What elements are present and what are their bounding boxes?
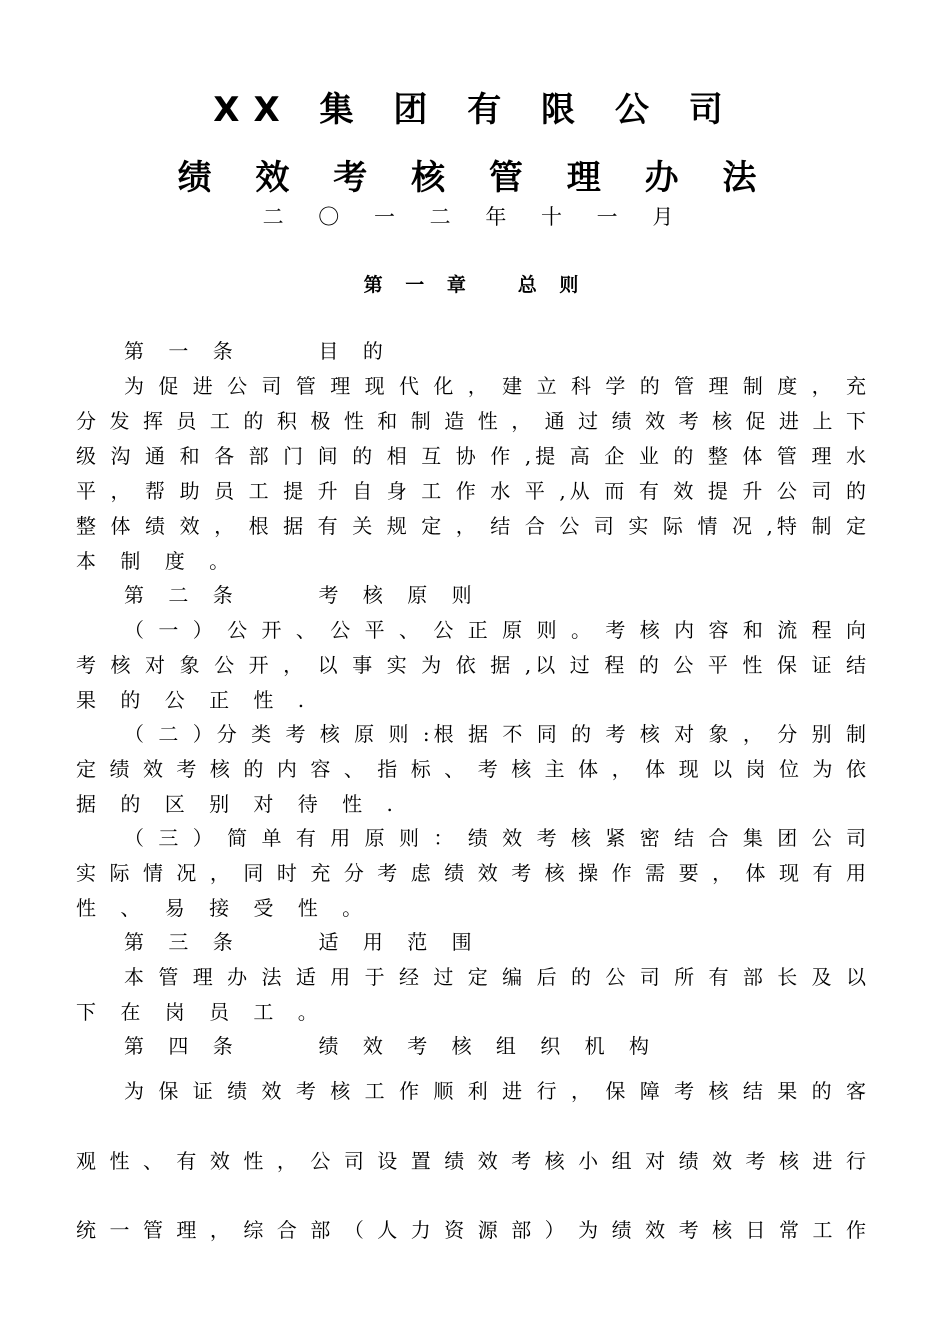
body-line: 果 的 公 正 性 . — [76, 688, 314, 712]
body-line: 为 促 进 公 司 管 理 现 代 化 ， 建 立 科 学 的 管 理 制 度 ， 充 — [124, 374, 866, 398]
article-1-heading: 第 一 条 目 的 — [124, 339, 392, 363]
document-title: 绩 效 考 核 管 理 办 法 — [177, 158, 773, 198]
body-line: 本 管 理 办 法 适 用 于 经 过 定 编 后 的 公 司 所 有 部 长 及 以 — [124, 965, 866, 989]
article-4-heading: 第 四 条 绩 效 考 核 组 织 机 构 — [124, 1034, 659, 1058]
body-line: 性 、 易 接 受 性 。 — [76, 896, 372, 920]
company-title: XX 集 团 有 限 公 司 — [213, 90, 737, 130]
body-line: 考 核 对 象 公 开 ， 以 事 实 为 依 据 ,以 过 程 的 公 平 性 保 证 结 — [76, 653, 866, 677]
body-line: 下 在 岗 员 工 。 — [76, 1000, 327, 1024]
body-line: （ 一 ） 公 开 、 公 平 、 公 正 原 则 。 考 核 内 容 和 流 程 向 — [124, 618, 866, 642]
body-line: 为 保 证 绩 效 考 核 工 作 顺 利 进 行 ， 保 障 考 核 结 果 的 客 — [124, 1079, 866, 1103]
body-line: 定 绩 效 考 核 的 内 容 、 指 标 、 考 核 主 体 ， 体 现 以 岗 位 为 依 — [76, 757, 866, 781]
article-2-heading: 第 二 条 考 核 原 则 — [124, 583, 481, 607]
document-date: 二 〇 一 二 年 十 一 月 — [262, 205, 688, 229]
body-line: （ 三 ） 简 单 有 用 原 则 ： 绩 效 考 核 紧 密 结 合 集 团 公 司 — [124, 826, 866, 850]
body-line: （ 二 ）分 类 考 核 原 则 :根 据 不 同 的 考 核 对 象 ， 分 别 制 — [124, 722, 866, 746]
body-line: 平 ， 帮 助 员 工 提 升 自 身 工 作 水 平 ,从 而 有 效 提 升 公 司 的 — [76, 479, 866, 503]
body-line: 本 制 度 。 — [76, 549, 239, 573]
body-line: 级 沟 通 和 各 部 门 间 的 相 互 协 作 ,提 高 企 业 的 整 体 管 理 水 — [76, 444, 866, 468]
chapter-heading: 第 一 章 总 则 — [363, 274, 587, 296]
body-line: 统 一 管 理 ， 综 合 部 （ 人 力 资 源 部 ） 为 绩 效 考 核 日 常 工 作 — [76, 1218, 866, 1242]
body-line: 分 发 挥 员 工 的 积 极 性 和 制 造 性 ， 通 过 绩 效 考 核 促 进 上 下 — [76, 409, 866, 433]
article-3-heading: 第 三 条 适 用 范 围 — [124, 930, 481, 954]
body-line: 观 性 、 有 效 性 ， 公 司 设 置 绩 效 考 核 小 组 对 绩 效 考 核 进 行 — [76, 1149, 866, 1173]
body-line: 据 的 区 别 对 待 性 . — [76, 792, 402, 816]
body-line: 整 体 绩 效 ， 根 据 有 关 规 定 ， 结 合 公 司 实 际 情 况 ,特 制 定 — [76, 514, 866, 538]
body-line: 实 际 情 况 ， 同 时 充 分 考 虑 绩 效 考 核 操 作 需 要 ， 体 现 有 用 — [76, 861, 866, 885]
